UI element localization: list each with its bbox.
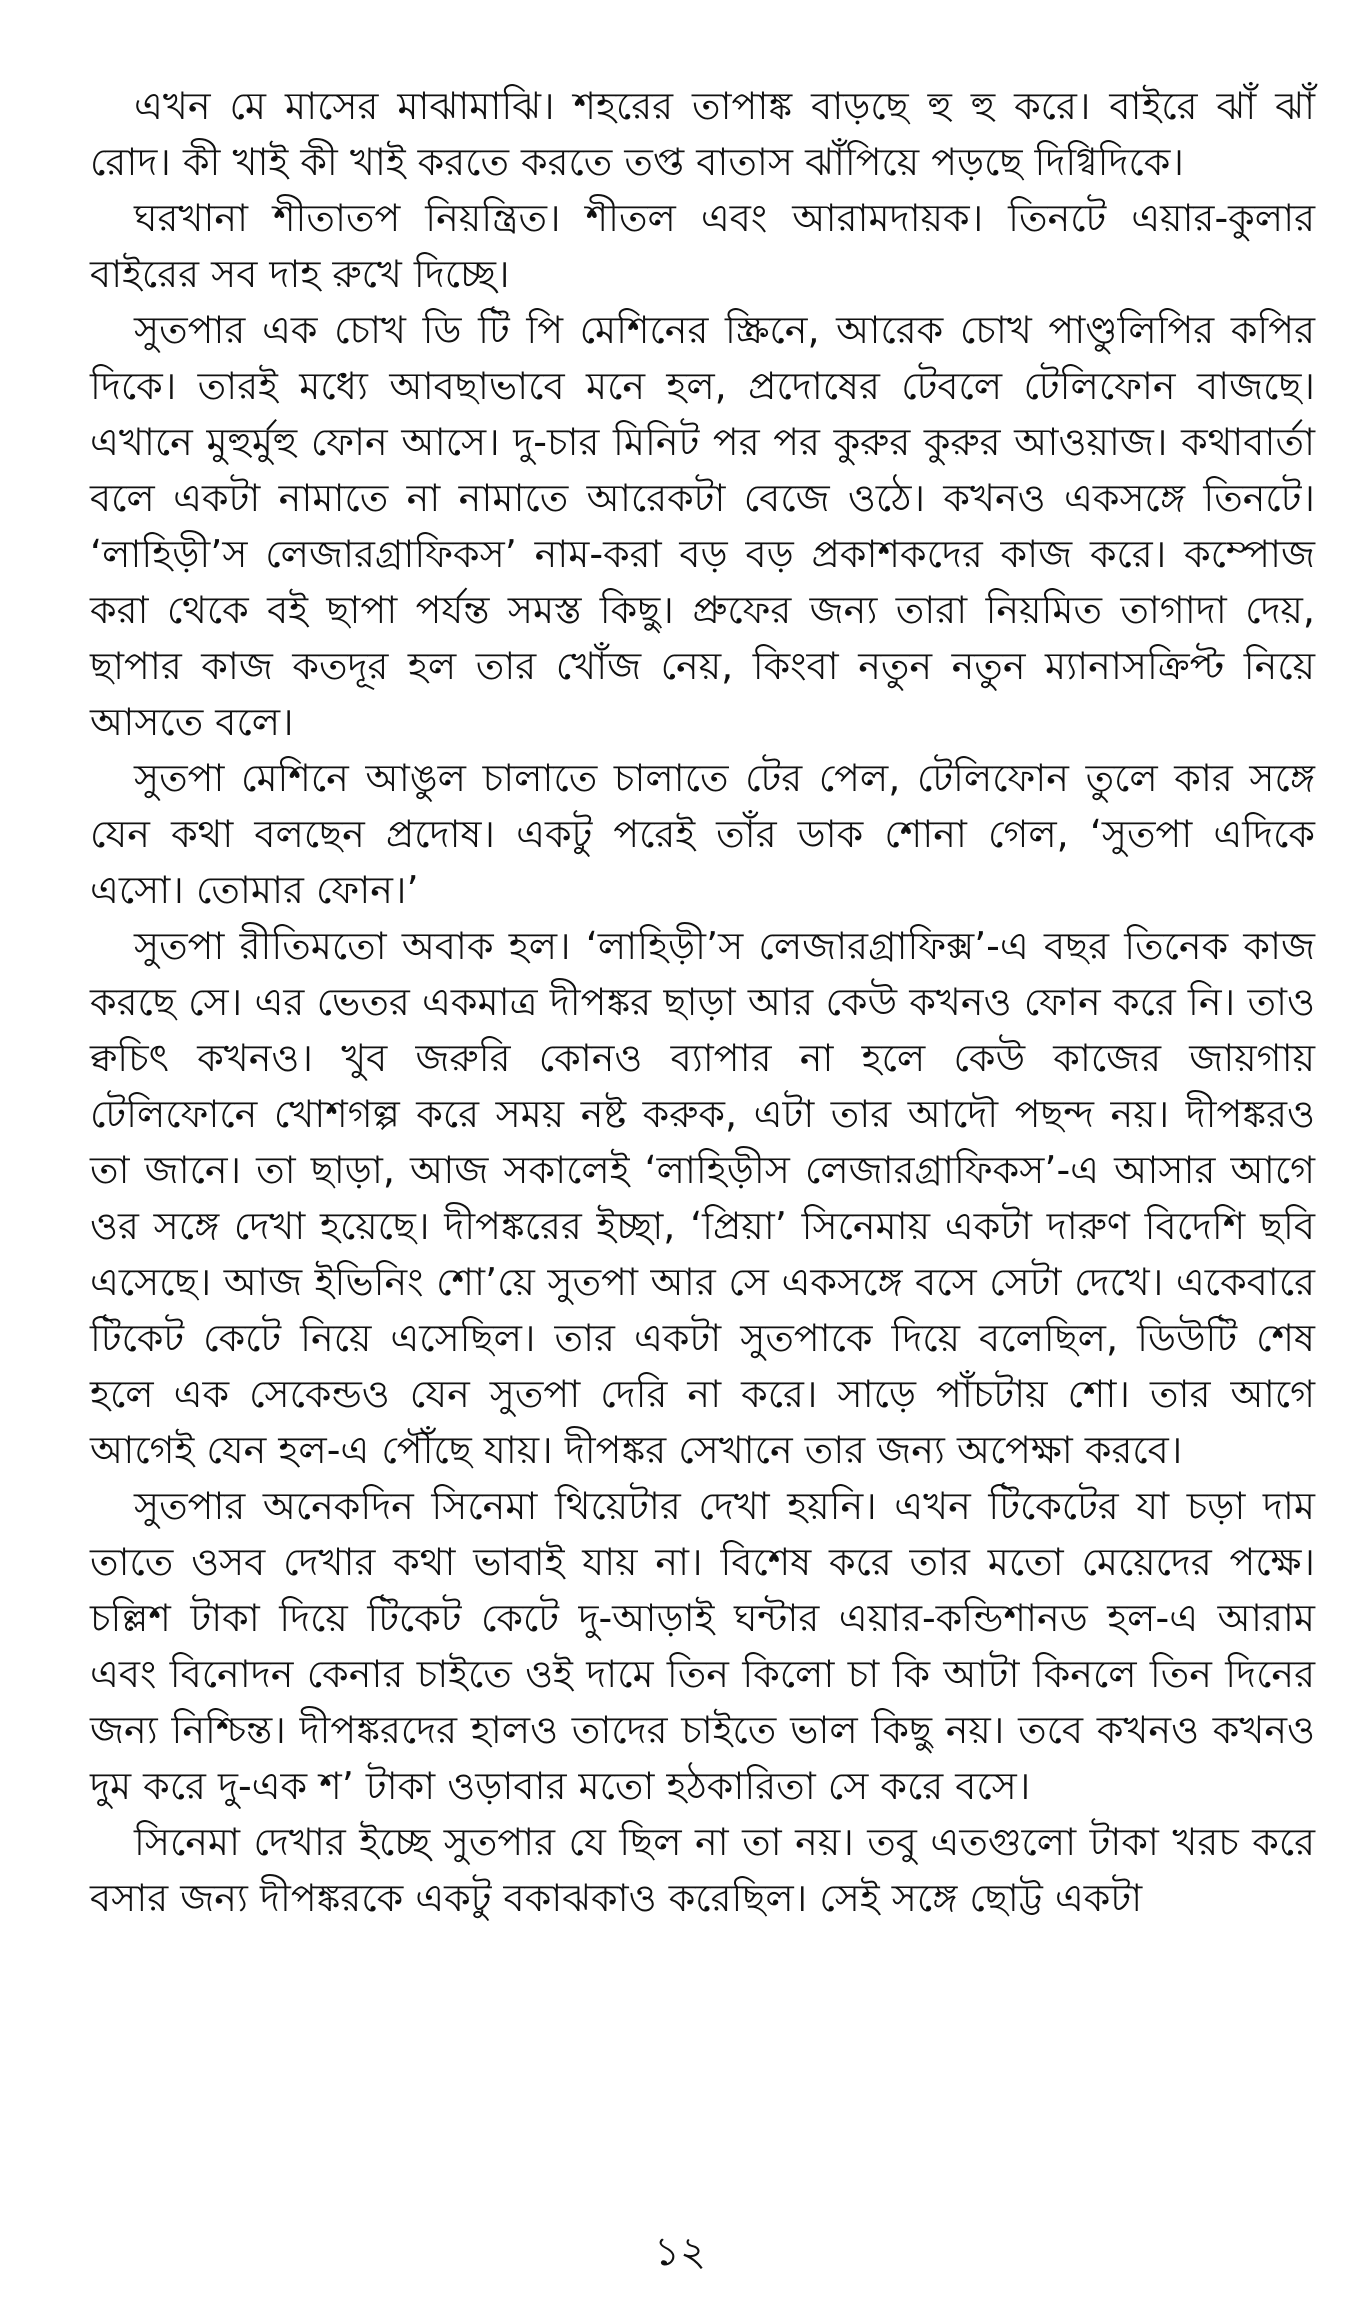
paragraph-1: এখন মে মাসের মাঝামাঝি। শহরের তাপাঙ্ক বাড়ছে হু হু করে। বাইরে ঝাঁ ঝাঁ রোদ। কী খাই কী খাই করতে করতে তপ্ত বাতাস ঝাঁপিয়ে পড়ছে দিগ্বিদিকে। xyxy=(90,84,1315,184)
paragraph-6: সুতপার অনেকদিন সিনেমা থিয়েটার দেখা হয়নি। এখন টিকেটের যা চড়া দাম তাতে ওসব দেখার কথা ভাবাই যায় না। বিশেষ করে তার মতো মেয়েদের পক্ষে। চল্লিশ টাকা দিয়ে টিকেট কেটে দু-আড়াই ঘন্টার এয়ার-কন্ডিশানড হল-এ আরাম এবং বিনোদন কেনার চাইতে ওই দামে তিন কিলো চা কি আটা কিনলে তিন দিনের জন্য নিশ্চিন্ত। দীপঙ্করদের হালও তাদের চাইতে ভাল কিছু নয়। তবে কখনও কখনও দুম করে দু-এক শ’ টাকা ওড়াবার মতো হঠকারিতা সে করে বসে। xyxy=(90,1484,1315,1808)
page-number: ১২ xyxy=(654,2229,706,2275)
paragraph-2: ঘরখানা শীতাতপ নিয়ন্ত্রিত। শীতল এবং আরামদায়ক। তিনটে এয়ার-কুলার বাইরের সব দাহ রুখে দিচ্ছে। xyxy=(90,196,1315,296)
body-text xyxy=(90,78,1315,1926)
paragraph-4: সুতপা মেশিনে আঙুল চালাতে চালাতে টের পেল, টেলিফোন তুলে কার সঙ্গে যেন কথা বলছেন প্রদোষ। একটু পরেই তাঁর ডাক শোনা গেল, ‘সুতপা এদিকে এসো। তোমার ফোন।’ xyxy=(90,756,1315,912)
paragraph-3: সুতপার এক চোখ ডি টি পি মেশিনের স্ক্রিনে, আরেক চোখ পাণ্ডুলিপির কপির দিকে। তারই মধ্যে আবছাভাবে মনে হল, প্রদোষের টেবলে টেলিফোন বাজছে। এখানে মুহুর্মুহু ফোন আসে। দু-চার মিনিট পর পর কুরুর কুরুর আওয়াজ। কথাবার্তা বলে একটা নামাতে না নামাতে আরেকটা বেজে ওঠে। কখনও একসঙ্গে তিনটে। ‘লাহিড়ী’স লেজারগ্রাফিকস’ নাম-করা বড় বড় প্রকাশকদের কাজ করে। কম্পোজ করা থেকে বই ছাপা পর্যন্ত সমস্ত কিছু। প্রুফের জন্য তারা নিয়মিত তাগাদা দেয়, ছাপার কাজ কতদূর হল তার খোঁজ নেয়, কিংবা নতুন নতুন ম্যানাসক্রিপ্ট নিয়ে আসতে বলে। xyxy=(90,308,1315,744)
paragraph-7: সিনেমা দেখার ইচ্ছে সুতপার যে ছিল না তা নয়। তবু এতগুলো টাকা খরচ করে বসার জন্য দীপঙ্করকে একটু বকাঝকাও করেছিল। সেই সঙ্গে ছোট্ট একটা xyxy=(90,1820,1315,1920)
paragraph-5: সুতপা রীতিমতো অবাক হল। ‘লাহিড়ী’স লেজারগ্রাফিক্স’-এ বছর তিনেক কাজ করছে সে। এর ভেতর একমাত্র দীপঙ্কর ছাড়া আর কেউ কখনও ফোন করে নি। তাও ক্বচিৎ কখনও। খুব জরুরি কোনও ব্যাপার না হলে কেউ কাজের জায়গায় টেলিফোনে খোশগল্প করে সময় নষ্ট করুক, এটা তার আদৌ পছন্দ নয়। দীপঙ্করও তা জানে। তা ছাড়া, আজ সকালেই ‘লাহিড়ীস লেজারগ্রাফিকস’-এ আসার আগে ওর সঙ্গে দেখা হয়েছে। দীপঙ্করের ইচ্ছা, ‘প্রিয়া’ সিনেমায় একটা দারুণ বিদেশি ছবি এসেছে। আজ ইভিনিং শো’য়ে সুতপা আর সে একসঙ্গে বসে সেটা দেখে। একেবারে টিকেট কেটে নিয়ে এসেছিল। তার একটা সুতপাকে দিয়ে বলেছিল, ডিউটি শেষ হলে এক সেকেন্ডও যেন সুতপা দেরি না করে। সাড়ে পাঁচটায় শো। তার আগে আগেই যেন হল-এ পৌঁছে যায়। দীপঙ্কর সেখানে তার জন্য অপেক্ষা করবে। xyxy=(90,924,1315,1472)
